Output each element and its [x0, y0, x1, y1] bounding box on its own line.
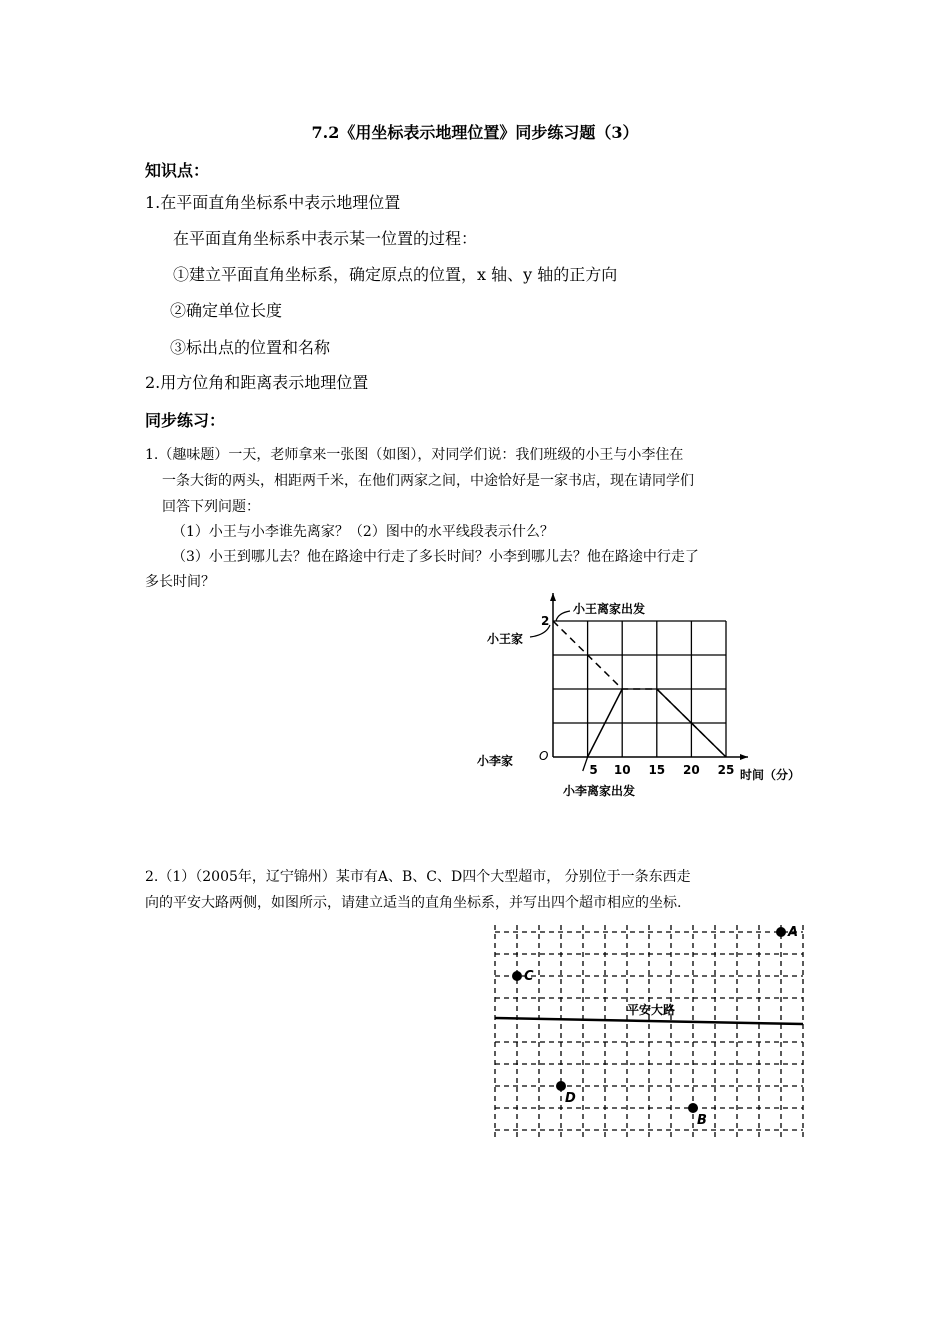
li-start-pointer [583, 757, 588, 771]
wang-start-label: 小王离家出发 [573, 602, 646, 616]
q1-line-1: 1.（趣味题）一天，老师拿来一张图（如图），对同学们说：我们班级的小王与小李住在 [145, 447, 684, 463]
wang-home-label: 小王家 [487, 632, 524, 646]
y-axis-arrow-icon [550, 593, 556, 601]
q1-line-2: 一条大街的两头，相距两千米，在他们两家之间，中途恰好是一家书店，现在请同学们 [162, 473, 694, 489]
q1-line-3: 回答下列问题： [162, 499, 260, 515]
x-axis-arrow-icon [740, 754, 748, 760]
x-axis-label: 时间（分） [740, 768, 801, 782]
x-tick-label: 20 [683, 763, 700, 777]
x-tick-label: 25 [717, 763, 735, 777]
knowledge-item-2: 2.用方位角和距离表示地理位置 [145, 373, 369, 392]
knowledge-item-1: 1.在平面直角坐标系中表示地理位置 [145, 193, 401, 212]
step-3: ③标出点的位置和名称 [170, 338, 331, 357]
step-1: ①建立平面直角坐标系，确定原点的位置，x 轴、y 轴的正方向 [173, 265, 618, 284]
origin-label: O [539, 749, 549, 763]
q2-line-2: 向的平安大路两侧，如图所示，请建立适当的直角坐标系，并写出四个超市相应的坐标. [145, 895, 682, 911]
supermarket-label-A: A [788, 925, 799, 940]
practice-heading: 同步练习： [145, 411, 226, 430]
li-home-label: 小李家 [477, 754, 514, 768]
supermarket-point-A [776, 927, 786, 937]
q1-line-4: （1）小王与小李谁先离家？（2）图中的水平线段表示什么？ [172, 524, 554, 540]
x-tick-label: 5 [589, 763, 598, 777]
supermarket-point-D [556, 1081, 566, 1091]
page-title: 7.2《用坐标表示地理位置》同步练习题（3） [311, 123, 639, 142]
process-text: 在平面直角坐标系中表示某一位置的过程： [173, 229, 478, 248]
supermarket-point-B [688, 1103, 698, 1113]
q1-line-5: （3）小王到哪儿去？他在路途中行走了多长时间？小李到哪儿去？他在路途中行走了 [172, 549, 699, 565]
q1-line-6: 多长时间？ [145, 574, 215, 590]
y-tick-label: 2 [541, 614, 550, 628]
knowledge-heading: 知识点： [145, 161, 210, 180]
step-2: ②确定单位长度 [170, 301, 283, 320]
supermarket-point-C [512, 971, 522, 981]
li-start-label: 小李离家出发 [563, 784, 636, 798]
supermarket-label-C: C [524, 969, 534, 984]
supermarket-label-D: D [565, 1091, 576, 1106]
supermarket-label-B: B [697, 1113, 707, 1128]
x-tick-label: 15 [648, 763, 666, 777]
road-label: 平安大路 [627, 1003, 676, 1017]
wang-start-pointer [556, 611, 570, 621]
x-tick-label: 10 [613, 763, 631, 777]
q2-line-1: 2.（1）（2005年，辽宁锦州）某市有A、B、C、D四个大型超市， 分别位于一条东西走 [145, 869, 691, 885]
